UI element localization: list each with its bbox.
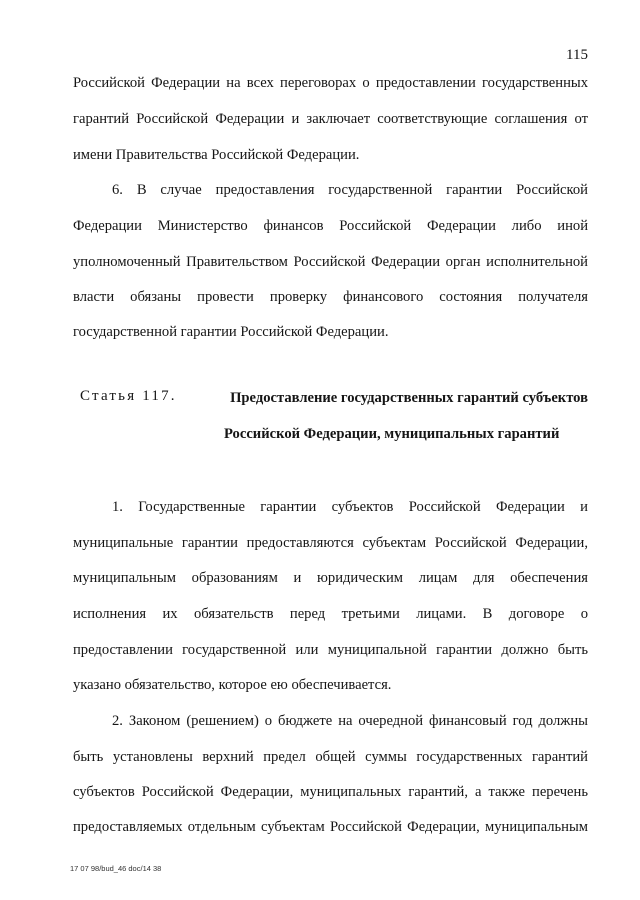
text-line: быть установлены верхний предел общей суммы государственных гарантий bbox=[73, 749, 588, 765]
page-number: 115 bbox=[566, 47, 588, 63]
footer-file-info: 17 07 98/bud_46 doc/14 38 bbox=[70, 864, 162, 873]
text-line: уполномоченный Правительством Российской Федерации орган исполнительной bbox=[73, 254, 588, 270]
text-line: исполнения их обязательств перед третьими лицами. В договоре о bbox=[73, 606, 588, 622]
text-line: муниципальные гарантии предоставляются субъектам Российской Федерации, bbox=[73, 535, 588, 551]
text-line: 2. Законом (решением) о бюджете на очередной финансовый год должны bbox=[112, 713, 588, 729]
text-line: Российской Федерации на всех переговорах о предоставлении государственных bbox=[73, 75, 588, 91]
text-line: субъектов Российской Федерации, муниципальных гарантий, а также перечень bbox=[73, 784, 588, 800]
article-title-line: Предоставление государственных гарантий субъектов bbox=[230, 390, 588, 406]
text-line: Федерации Министерство финансов Российской Федерации либо иной bbox=[73, 218, 588, 234]
text-line: муниципальным образованиям и юридическим лицам для обеспечения bbox=[73, 570, 588, 586]
text-line: государственной гарантии Российской Федерации. bbox=[73, 324, 389, 340]
text-line: предоставляемых отдельным субъектам Российской Федерации, муниципальным bbox=[73, 819, 588, 835]
text-line: 6. В случае предоставления государственной гарантии Российской bbox=[112, 182, 588, 198]
text-line: указано обязательство, которое ею обеспечивается. bbox=[73, 677, 392, 693]
text-line: гарантий Российской Федерации и заключает соответствующие соглашения от bbox=[73, 111, 588, 127]
text-line: 1. Государственные гарантии субъектов Российской Федерации и bbox=[112, 499, 588, 515]
text-line: имени Правительства Российской Федерации. bbox=[73, 147, 360, 163]
text-line: власти обязаны провести проверку финансового состояния получателя bbox=[73, 289, 588, 305]
article-label: Статья 117. bbox=[80, 388, 177, 404]
text-line: предоставлении государственной или муниципальной гарантии должно быть bbox=[73, 642, 588, 658]
article-title-line: Российской Федерации, муниципальных гарантий bbox=[224, 426, 560, 442]
